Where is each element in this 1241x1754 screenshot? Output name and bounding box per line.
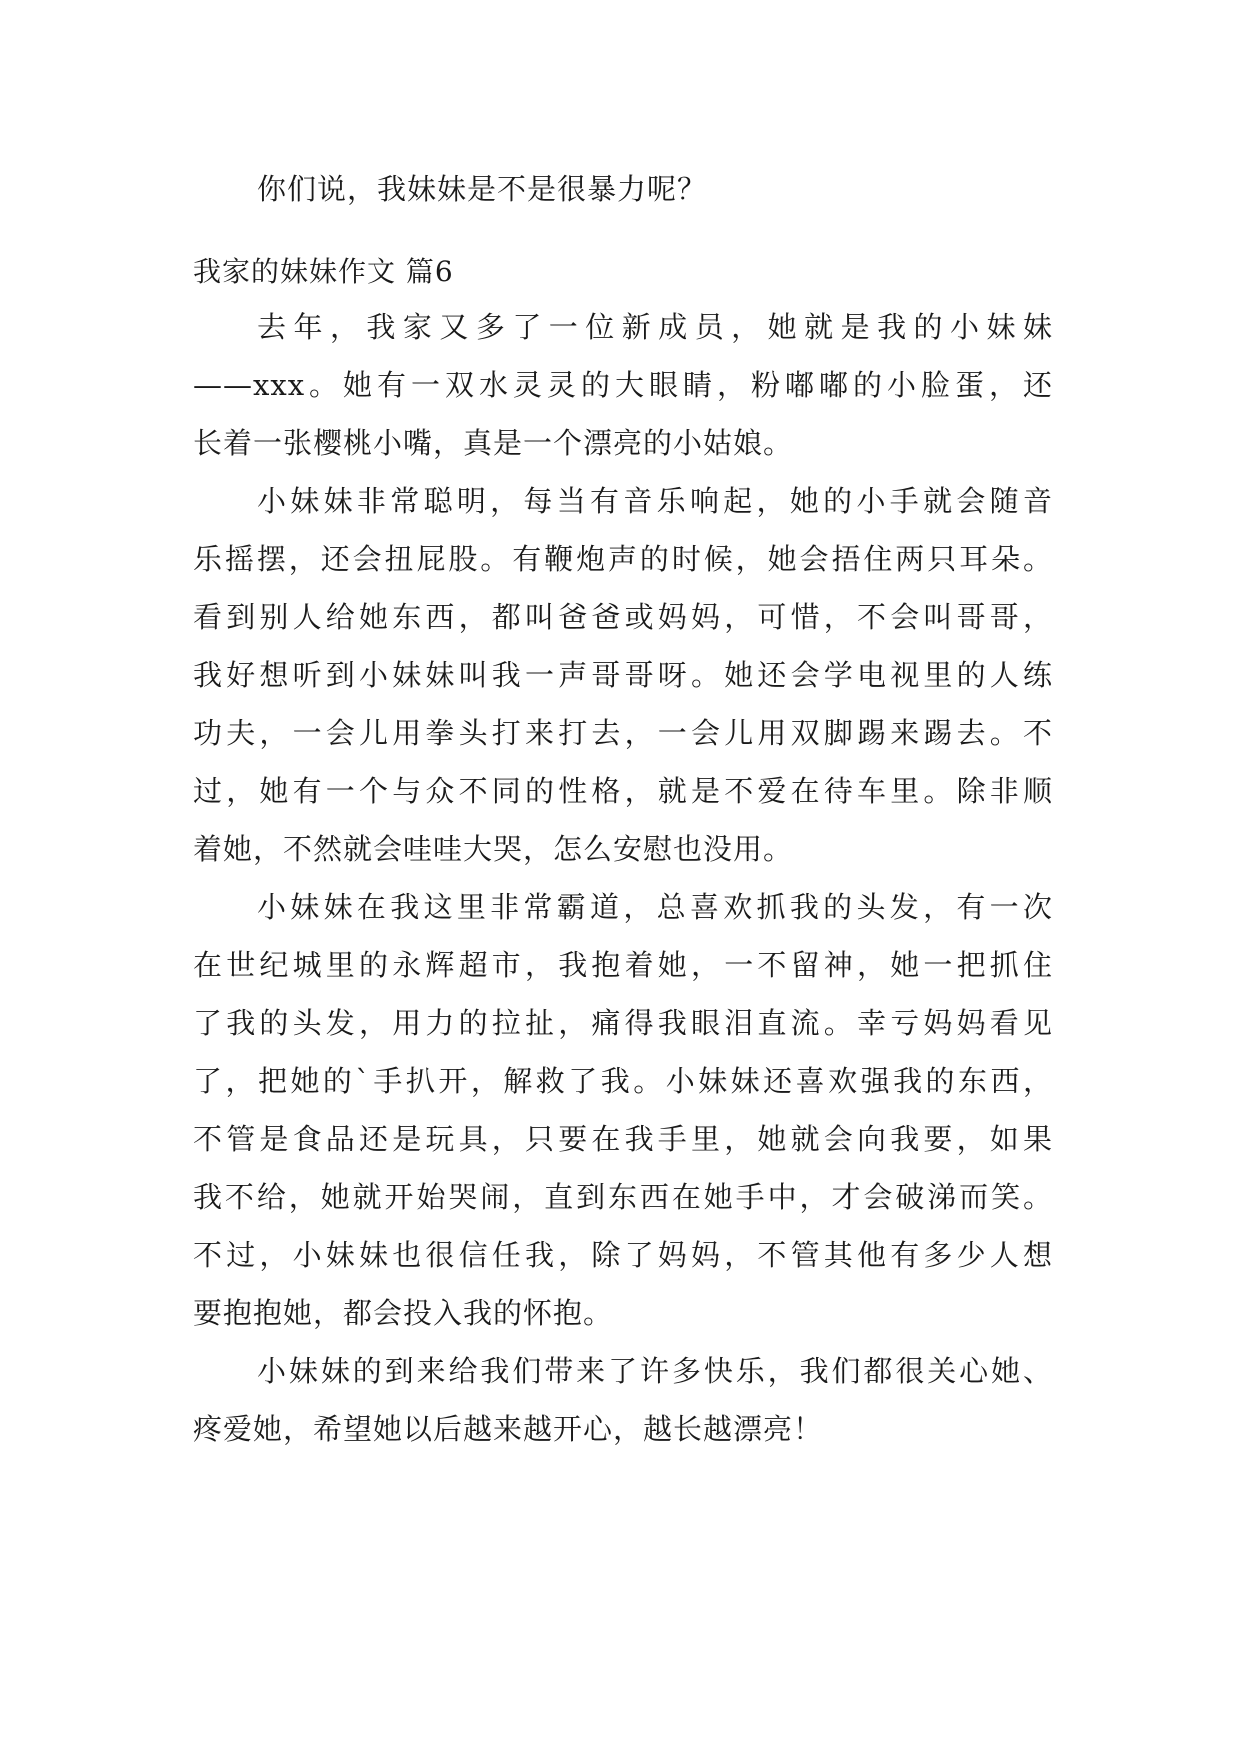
- intro-line: 你们说，我妹妹是不是很暴力呢？: [257, 172, 708, 206]
- paragraph-line: 长着一张樱桃小嘴，真是一个漂亮的小姑娘。: [193, 426, 794, 460]
- paragraph-line: 过，她有一个与众不同的性格，就是不爱在待车里。除非顺: [193, 774, 1053, 808]
- paragraph-line: 看到别人给她东西，都叫爸爸或妈妈，可惜，不会叫哥哥，: [193, 600, 1053, 634]
- paragraph-line: 不管是食品还是玩具，只要在我手里，她就会向我要，如果: [193, 1122, 1053, 1156]
- paragraph-line: 我不给，她就开始哭闹，直到东西在她手中，才会破涕而笑。: [193, 1180, 1053, 1214]
- paragraph-line: 功夫，一会儿用拳头打来打去，一会儿用双脚踢来踢去。不: [193, 716, 1053, 750]
- section-title: 我家的妹妹作文 篇6: [193, 255, 454, 288]
- paragraph-line: 我好想听到小妹妹叫我一声哥哥呀。她还会学电视里的人练: [193, 658, 1053, 692]
- paragraph-line: 去年，我家又多了一位新成员，她就是我的小妹妹: [257, 310, 1053, 344]
- paragraph-line: 小妹妹非常聪明，每当有音乐响起，她的小手就会随音: [257, 484, 1053, 518]
- paragraph-line: ——xxx。她有一双水灵灵的大眼睛，粉嘟嘟的小脸蛋，还: [193, 368, 1053, 402]
- paragraph-line: 要抱抱她，都会投入我的怀抱。: [193, 1296, 614, 1330]
- paragraph-line: 不过，小妹妹也很信任我，除了妈妈，不管其他有多少人想: [193, 1238, 1053, 1272]
- paragraph-line: 在世纪城里的永辉超市，我抱着她，一不留神，她一把抓住: [193, 948, 1053, 982]
- paragraph-line: 疼爱她，希望她以后越来越开心，越长越漂亮！: [193, 1412, 824, 1446]
- paragraph-line: 小妹妹在我这里非常霸道，总喜欢抓我的头发，有一次: [257, 890, 1053, 924]
- paragraph-line: 乐摇摆，还会扭屁股。有鞭炮声的时候，她会捂住两只耳朵。: [193, 542, 1053, 576]
- paragraph-line: 小妹妹的到来给我们带来了许多快乐，我们都很关心她、: [257, 1354, 1053, 1388]
- paragraph-line: 着她，不然就会哇哇大哭，怎么安慰也没用。: [193, 832, 794, 866]
- paragraph-line: 了，把她的`手扒开，解救了我。小妹妹还喜欢强我的东西，: [193, 1064, 1053, 1098]
- paragraph-line: 了我的头发，用力的拉扯，痛得我眼泪直流。幸亏妈妈看见: [193, 1006, 1053, 1040]
